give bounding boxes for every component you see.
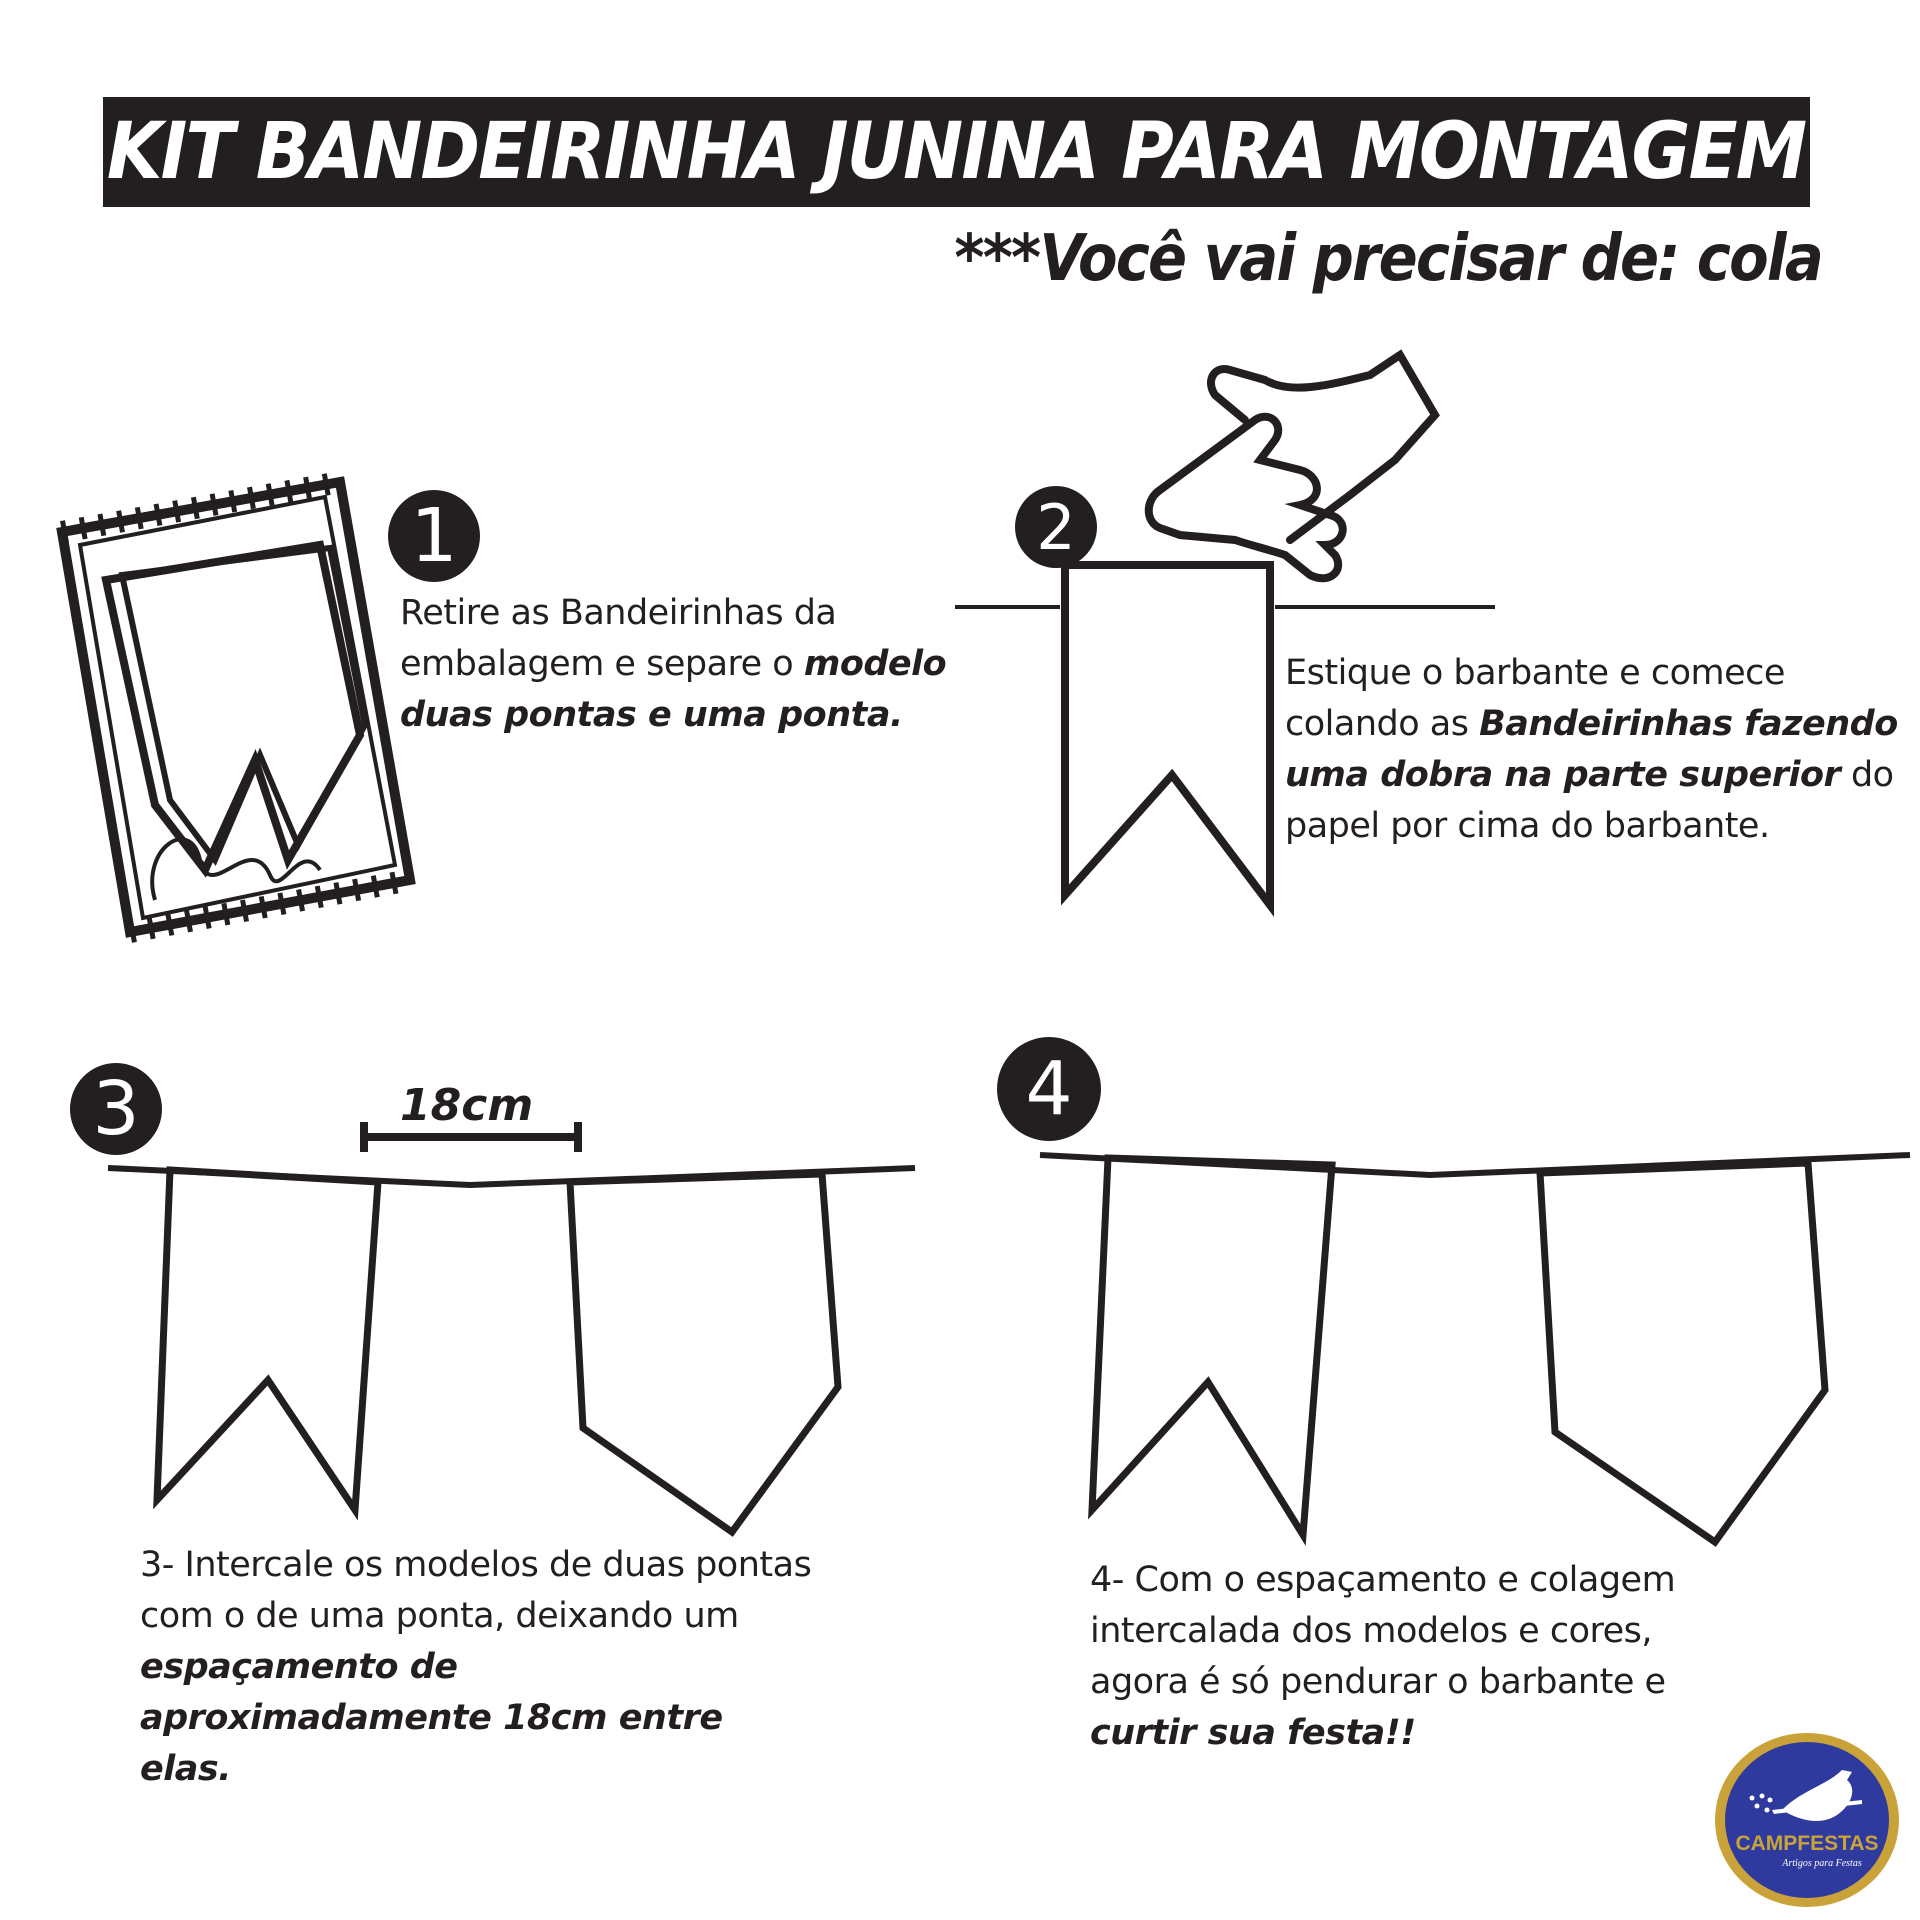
step-1-text-plain: Retire as Bandeirinhas da embalagem e separe o	[400, 593, 837, 684]
page-title: KIT BANDEIRINHA JUNINA PARA MONTAGEM	[107, 107, 1806, 197]
step-3-text-plain: 3- Intercale os modelos de duas pontas com o de uma ponta, deixando um	[140, 1545, 812, 1636]
step-1-badge: 1	[388, 490, 480, 582]
step-4-badge: 4	[997, 1037, 1101, 1141]
step-3-text	[140, 1540, 820, 1795]
hand-pointing-illustration	[1149, 355, 1435, 578]
step-1-text	[400, 588, 980, 741]
step-3-badge: 3	[70, 1063, 162, 1155]
step-2-text-plain: Estique o barbante e comece colando as	[1285, 653, 1785, 744]
campfestas-logo	[1712, 1730, 1902, 1910]
package-illustration	[62, 482, 410, 932]
bunting-step3-illustration	[108, 1122, 915, 1532]
bunting-step4-illustration	[1040, 1155, 1910, 1542]
materials-note: ***Você vai precisar de: cola	[954, 222, 1822, 296]
step-4-text-bold: curtir sua festa!!	[1090, 1713, 1416, 1753]
step-1-text-bold: modelo duas pontas e uma ponta.	[400, 644, 947, 735]
logo-brand-text: CAMPFESTAS	[1735, 1832, 1879, 1855]
step-2-badge: 2	[1015, 486, 1097, 568]
step-2-text-bold: Bandeirinhas fazendo uma dobra na parte superior	[1285, 704, 1898, 795]
step-3-text-bold: espaçamento de aproximadamente 18cm entre elas.	[140, 1647, 723, 1789]
spacing-measure-label: 18cm	[400, 1080, 534, 1131]
step-2-text-end: do papel por cima do barbante.	[1285, 755, 1894, 846]
logo-tagline-text: Artigos para Festas	[1782, 1858, 1862, 1869]
step-4-text-plain: 4- Com o espaçamento e colagem intercalada dos modelos e cores, agora é só pendurar o barbante e	[1090, 1560, 1676, 1702]
step-2-text	[1285, 648, 1915, 852]
step-4-text	[1090, 1555, 1730, 1759]
